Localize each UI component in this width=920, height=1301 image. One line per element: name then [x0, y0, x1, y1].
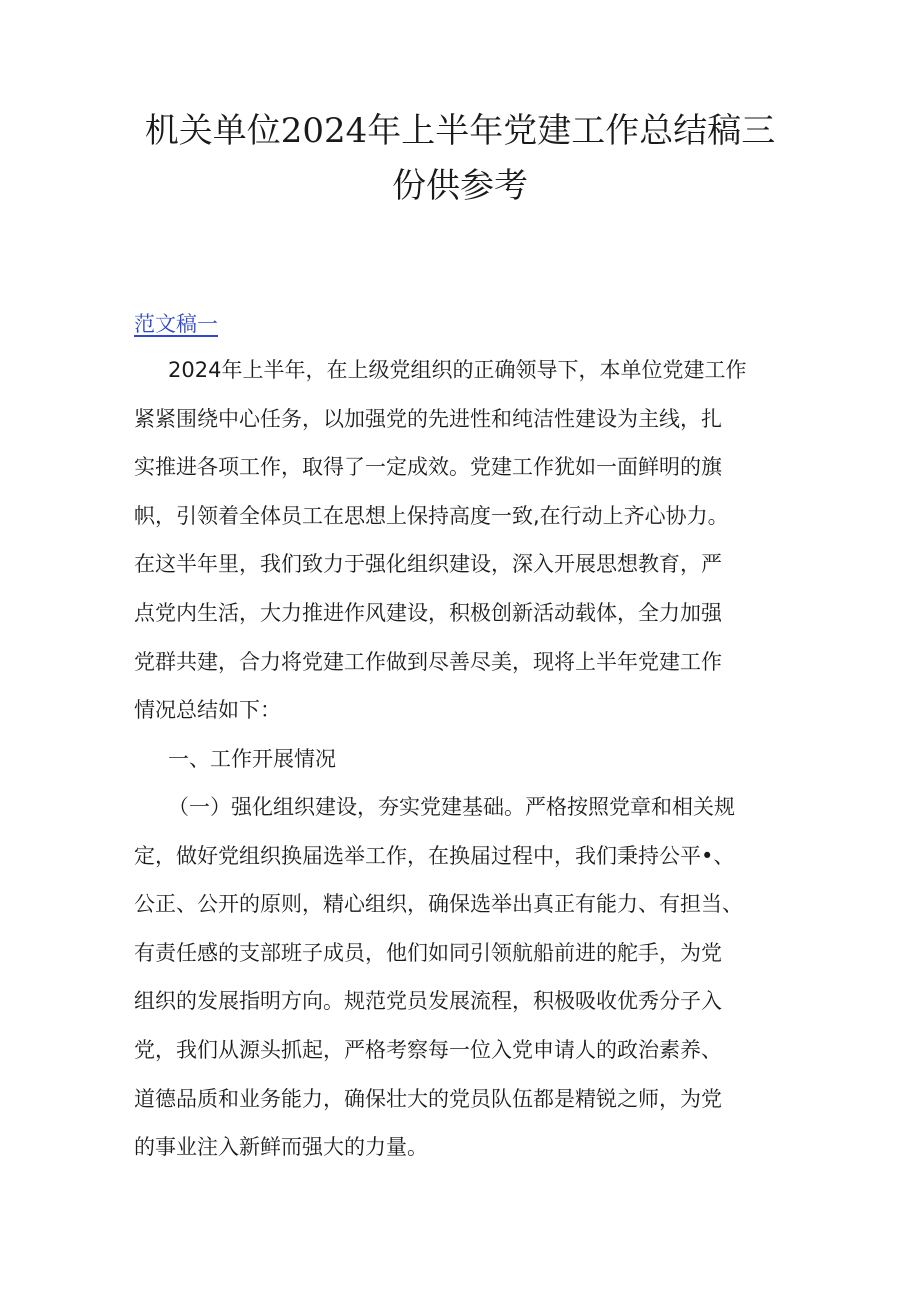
intro-line-7: 党群共建，合力将党建工作做到尽善尽美，现将上半年党建工作 [134, 649, 722, 674]
intro-line-6: 点党内生活，大力推进作风建设，积极创新活动载体，全力加强 [134, 600, 722, 625]
section-one-line-3: 公正、公开的原则，精心组织，确保选举出真正有能力、有担当、 [134, 892, 743, 917]
document-title-line-1: 机关单位2024年上半年党建工作总结稿三 [144, 111, 776, 151]
intro-line-1: 2024年上半年，在上级党组织的正确领导下，本单位党建工作 [168, 358, 747, 382]
intro-paragraph [134, 346, 794, 735]
intro-line-8: 情况总结如下： [134, 698, 281, 723]
section-one-line-6: 党，我们从源头抓起，严格考察每一位入党申请人的政治素养、 [134, 1037, 722, 1062]
section-one-paragraph [134, 783, 794, 1172]
section-one-line-4: 有责任感的支部班子成员，他们如同引领航船前进的舵手，为党 [134, 940, 722, 965]
intro-line-3: 实推进各项工作，取得了一定成效。党建工作犹如一面鲜明的旗 [134, 455, 722, 480]
section-one-line-1: （一）强化组织建设，夯实党建基础。严格按照党章和相关规 [168, 795, 735, 819]
section-one-line-8: 的事业注入新鲜而强大的力量。 [134, 1135, 428, 1160]
section-one-line-2: 定，做好党组织换届选举工作，在换届过程中，我们秉持公平•、 [134, 843, 735, 868]
intro-line-4: 帜，引领着全体员工在思想上保持高度一致,在行动上齐心协力。 [134, 503, 729, 528]
intro-line-2: 紧紧围绕中心任务，以加强党的先进性和纯洁性建设为主线，扎 [134, 406, 722, 431]
document-title [110, 104, 810, 214]
section-heading-one [134, 735, 794, 784]
intro-line-5: 在这半年里，我们致力于强化组织建设，深入开展思想教育，严 [134, 552, 722, 577]
section-link-draft-one[interactable]: 范文稿一 [134, 312, 218, 336]
section-one-line-5: 组织的发展指明方向。规范党员发展流程，积极吸收优秀分子入 [134, 989, 722, 1014]
section-heading-one-text: 一、工作开展情况 [168, 747, 336, 771]
document-title-line-2: 份供参考 [392, 166, 528, 206]
section-one-line-7: 道德品质和业务能力，确保壮大的党员队伍都是精锐之师，为党 [134, 1086, 722, 1111]
